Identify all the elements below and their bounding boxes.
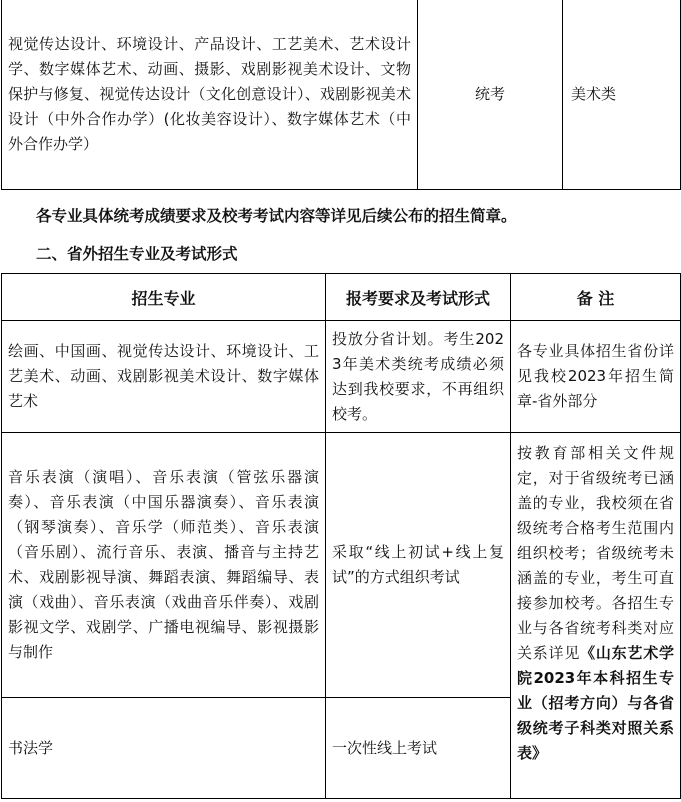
table-out-of-province [1,273,681,799]
table-row [2,321,681,433]
requirement-cell: 投放分省计划。考生2023年美术类统考成绩必须达到我校要求，不再组织校考。 [326,321,511,433]
section-heading: 二、省外招生专业及考试形式 [36,245,238,263]
header-note: 备 注 [511,274,681,321]
majors-cell: 绘画、中国画、视觉传达设计、环境设计、工艺美术、动画、戏剧影视美术设计、数字媒体艺术 [2,321,326,433]
note-plain-text: 按教育部相关文件规定，对于省级统考已涵盖的专业，我校须在省级统考合格考生范围内组织校考；省级统考未涵盖的专业，考生可直接参加校考。各招生专业与各省统考科类对应关系详见 [517,444,674,662]
table-row [2,433,681,698]
merged-note-cell [511,433,681,799]
header-major: 招生专业 [2,274,326,321]
exam-cell: 统考 [418,0,563,190]
requirement-cell: 采取“线上初试+线上复试”的方式组织考试 [326,433,511,698]
majors-cell: 音乐表演（演唱）、音乐表演（管弦乐器演奏）、音乐表演（中国乐器演奏）、音乐表演（钢琴演奏）、音乐学（师范类）、音乐表演（音乐剧）、流行音乐、表演、播音与主持艺术、戏剧影视导演、舞蹈表演、舞蹈编导、表演（戏曲）、音乐表演（戏曲音乐伴奏）、戏剧影视文学、戏剧学、广播电视编导、影视摄影与制作 [2,433,326,698]
table-row [2,0,681,190]
note-cell: 各专业具体招生省份详见我校2023年招生简章-省外部分 [511,321,681,433]
majors-cell: 书法学 [2,698,326,799]
header-requirement: 报考要求及考试形式 [326,274,511,321]
table-header-row [2,274,681,321]
paragraph-note: 各专业具体统考成绩要求及校考考试内容等详见后续公布的招生简章。 [36,207,517,225]
requirement-cell: 一次性线上考试 [326,698,511,799]
category-cell: 美术类 [563,0,681,190]
note-bold-text: 《山东艺术学院2023年本科招生专业（招考方向）与各省级统考子科类对照关系表》 [517,644,674,762]
table-art-majors [1,0,681,190]
majors-cell: 视觉传达设计、环境设计、产品设计、工艺美术、艺术设计学、数字媒体艺术、动画、摄影、戏剧影视美术设计、文物保护与修复、视觉传达设计（文化创意设计）、戏剧影视美术设计（中外合作办学）(化妆美容设计）、数字媒体艺术（中外合作办学） [2,0,418,190]
